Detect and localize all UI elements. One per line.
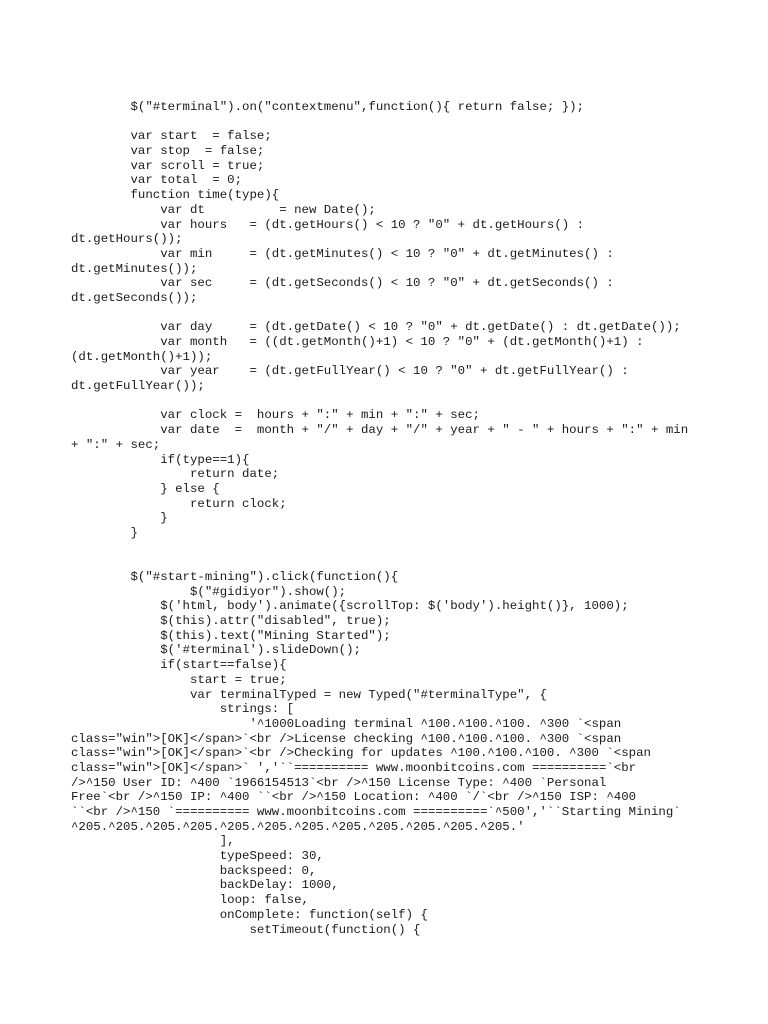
code-line: [71, 306, 711, 321]
code-line: $("#start-mining").click(function(){: [71, 570, 399, 584]
code-line: $('#terminal').slideDown();: [71, 643, 361, 658]
code-line: var sec = (dt.getSeconds() < 10 ? "0" + dt.getSeconds() :: [71, 276, 614, 291]
code-line: function time(type){: [71, 188, 280, 203]
code-line: var month = ((dt.getMonth()+1) < 10 ? "0" + (dt.getMonth()+1) :: [71, 335, 644, 349]
code-line: $("#terminal").on("contextmenu",function(){ return false; });: [71, 100, 585, 114]
code-line: dt.getSeconds());: [71, 290, 198, 305]
code-line: var total = 0;: [71, 173, 243, 188]
code-line: [71, 115, 711, 130]
code-line: start = true;: [71, 672, 287, 687]
code-line: + ":" + sec;: [71, 437, 161, 452]
code-line: var min = (dt.getMinutes() < 10 ? "0" + dt.getMinutes() :: [71, 246, 614, 261]
code-line: if(start==false){: [71, 658, 287, 673]
code-line: class="win">[OK]</span>` ','``========== www.moonbitcoins.com ==========`<br: [71, 760, 637, 775]
code-line: onComplete: function(self) {: [71, 907, 428, 922]
code-line: setTimeout(function() {: [71, 922, 421, 937]
code-line: ],: [71, 834, 235, 849]
code-listing: [71, 100, 711, 937]
code-line: return date;: [71, 467, 280, 482]
code-line: dt.getMinutes());: [71, 261, 198, 276]
code-line: backspeed: 0,: [71, 863, 317, 878]
code-line: var stop = false;: [71, 144, 265, 159]
code-line: var clock = hours + ":" + min + ":" + sec;: [71, 408, 480, 423]
code-line: var dt = new Date();: [71, 202, 376, 217]
code-line: strings: [: [71, 702, 295, 717]
code-line: backDelay: 1000,: [71, 878, 339, 893]
code-line: var terminalTyped = new Typed("#terminalType", {: [71, 687, 547, 702]
code-line: var scroll = true;: [71, 158, 265, 173]
code-line: ``<br />^150 `========== www.moonbitcoins.com ==========`^500','``Starting Mining`: [71, 805, 681, 819]
code-line: }: [71, 525, 138, 540]
code-line: var start = false;: [71, 129, 272, 144]
code-line: [71, 394, 711, 409]
code-line: ^205.^205.^205.^205.^205.^205.^205.^205.^205.^205.^205.^205.': [71, 819, 525, 834]
code-line: }: [71, 511, 168, 526]
code-line: $(this).text("Mining Started");: [71, 628, 391, 643]
code-line: dt.getHours());: [71, 232, 183, 247]
code-line: typeSpeed: 30,: [71, 849, 324, 864]
code-line: class="win">[OK]</span>`<br />License checking ^100.^100.^100. ^300 `<span: [71, 731, 622, 746]
code-line: if(type==1){: [71, 452, 250, 467]
code-line: $('html, body').animate({scrollTop: $('body').height()}, 1000);: [71, 599, 629, 614]
code-line: $(this).attr("disabled", true);: [71, 614, 391, 629]
code-line: '^1000Loading terminal ^100.^100.^100. ^300 `<span: [71, 716, 622, 731]
code-line: class="win">[OK]</span>`<br />Checking for updates ^100.^100.^100. ^300 `<span: [71, 746, 651, 761]
code-line: (dt.getMonth()+1));: [71, 349, 213, 364]
code-line: $("#gidiyor").show();: [71, 584, 347, 599]
code-line: [71, 555, 711, 570]
code-line: loop: false,: [71, 893, 309, 908]
code-line: var hours = (dt.getHours() < 10 ? "0" + dt.getHours() :: [71, 217, 585, 232]
code-line: dt.getFullYear());: [71, 379, 205, 394]
code-line: var day = (dt.getDate() < 10 ? "0" + dt.getDate() : dt.getDate());: [71, 320, 681, 335]
code-line: return clock;: [71, 496, 287, 511]
code-line: Free`<br />^150 IP: ^400 ``<br />^150 Location: ^400 `/`<br />^150 ISP: ^400: [71, 790, 637, 805]
code-line: />^150 User ID: ^400 `1966154513`<br />^150 License Type: ^400 `Personal: [71, 775, 607, 790]
code-line: var year = (dt.getFullYear() < 10 ? "0" + dt.getFullYear() :: [71, 364, 629, 379]
code-line: } else {: [71, 481, 220, 496]
code-line: [71, 541, 711, 556]
code-line: var date = month + "/" + day + "/" + year + " - " + hours + ":" + min: [71, 423, 689, 438]
